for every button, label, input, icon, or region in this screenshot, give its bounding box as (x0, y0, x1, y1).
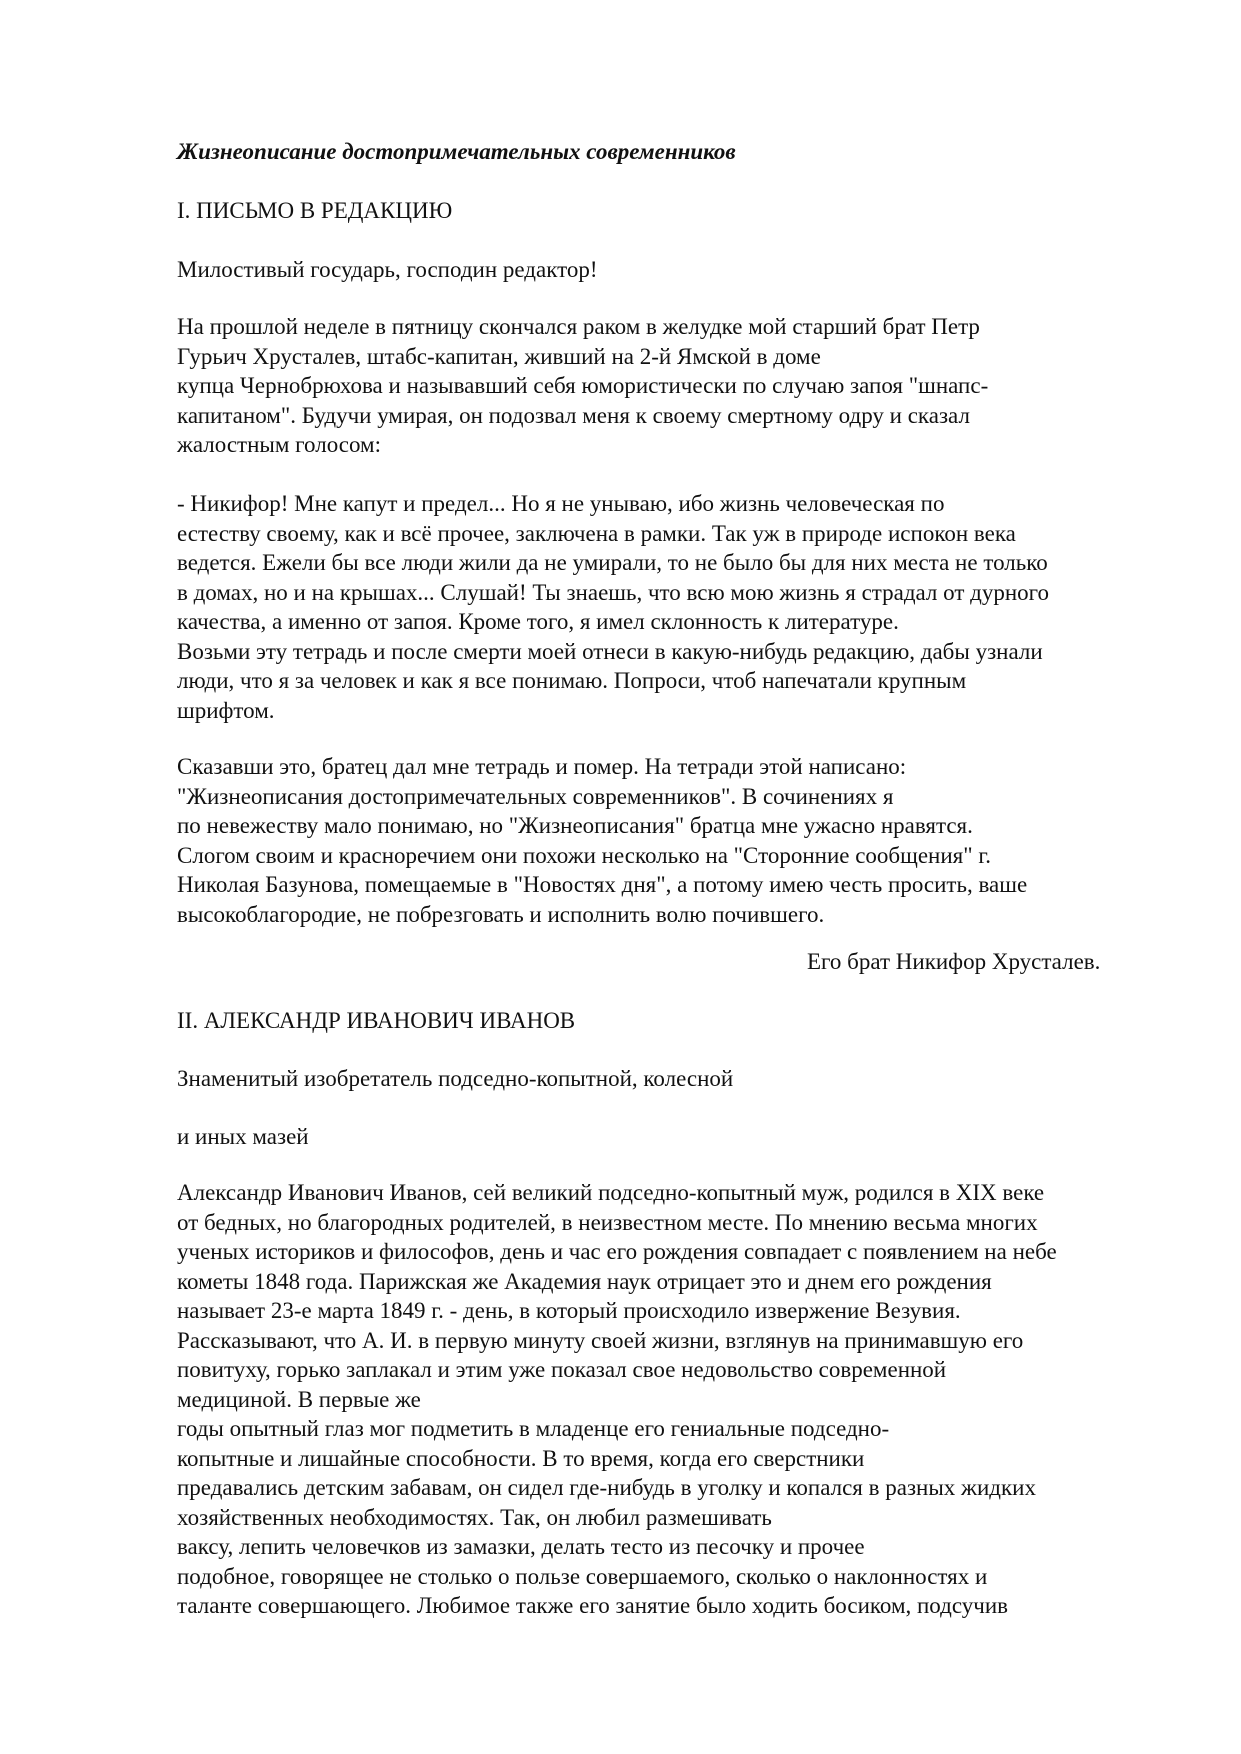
text-line: годы опытный глаз мог подметить в младенце его гениальные подседно- (177, 1416, 890, 1441)
text-line: высокоблагородие, не побрезговать и исполнить волю почившего. (177, 901, 825, 927)
text-line: ученых историков и философов, день и час его рождения совпадает с появлением на небе (177, 1239, 1057, 1264)
text-line: Возьми эту тетрадь и после смерти моей отнеси в какую-нибудь редакцию, дабы узнали (177, 638, 1043, 664)
text-line: шрифтом. (177, 697, 275, 723)
text-line: Гурьич Хрусталев, штабс-капитан, живший на 2-й Ямской в доме (177, 343, 821, 369)
section2-heading: II. АЛЕКСАНДР ИВАНОВИЧ ИВАНОВ (177, 1008, 576, 1033)
text-line: На прошлой неделе в пятницу скончался раком в желудке мой старший брат Петр (177, 314, 980, 339)
text-line: ведется. Ежели бы все люди жили да не умирали, то не было бы для них места не только (177, 550, 1048, 575)
text-line: подобное, говорящее не столько о пользе совершаемого, сколько о наклонностях и (177, 1563, 988, 1589)
text-line: люди, что я за человек и как я все понимаю. Попроси, чтоб напечатали крупным (177, 668, 967, 693)
section1-heading: I. ПИСЬМО В РЕДАКЦИЮ (177, 198, 453, 223)
section1-paragraph-3 (177, 752, 1027, 929)
section2-subtitle-1: Знаменитый изобретатель подседно-копытной, колесной (177, 1066, 734, 1091)
text-line: естеству своему, как и всё прочее, заключена в рамки. Так уж в природе испокон века (177, 520, 1016, 546)
text-line: от бедных, но благородных родителей, в неизвестном месте. По мнению весьма многих (177, 1209, 1038, 1235)
text-line: Николая Базунова, помещаемые в "Новостях дня", а потому имею честь просить, ваше (177, 872, 1028, 897)
signature: Его брат Никифор Хрусталев. (807, 949, 1101, 974)
text-line: купца Чернобрюхова и называвший себя юмористически по случаю запоя "шнапс- (177, 373, 989, 398)
text-line: жалостным голосом: (177, 432, 382, 457)
section1-paragraph-2 (177, 489, 1049, 725)
text-line: - Никифор! Мне капут и предел... Но я не унываю, ибо жизнь человеческая по (177, 491, 945, 516)
text-line: Слогом своим и красноречием они похожи несколько на "Сторонние сообщения" г. (177, 842, 991, 868)
text-line: в домах, но и на крышах... Слушай! Ты знаешь, что всю мою жизнь я страдал от дурного (177, 579, 1050, 605)
text-line: "Жизнеописания достопримечательных современников". В сочинениях я (177, 783, 894, 809)
text-line: таланте совершающего. Любимое также его занятие было ходить босиком, подсучив (177, 1593, 1008, 1618)
text-line: Рассказывают, что А. И. в первую минуту своей жизни, взглянув на принимавшую его (177, 1327, 1024, 1353)
text-line: кометы 1848 года. Парижская же Академия наук отрицает это и днем его рождения (177, 1268, 992, 1294)
section2-subtitle-2: и иных мазей (177, 1124, 309, 1149)
text-line: называет 23-е марта 1849 г. - день, в который происходило извержение Везувия. (177, 1298, 961, 1323)
text-line: Сказавши это, братец дал мне тетрадь и помер. На тетради этой написано: (177, 754, 907, 779)
text-line: хозяйственных необходимостях. Так, он любил размешивать (177, 1504, 772, 1530)
text-line: повитуху, горько заплакал и этим уже показал свое недовольство современной (177, 1357, 947, 1382)
text-line: Александр Иванович Иванов, сей великий подседно-копытный муж, родился в XIX веке (177, 1180, 1045, 1205)
text-line: медициной. В первые же (177, 1386, 421, 1412)
text-line: качества, а именно от запоя. Кроме того, я имел склонность к литературе. (177, 609, 899, 634)
text-line: предавались детским забавам, он сидел где-нибудь в уголку и копался в разных жидких (177, 1475, 1036, 1500)
section2-paragraph-1 (177, 1178, 1057, 1621)
text-line: по невежеству мало понимаю, но "Жизнеописания" братца мне ужасно нравятся. (177, 813, 973, 838)
document-title: Жизнеописание достопримечательных современников (177, 139, 736, 164)
text-line: копытные и лишайные способности. В то время, когда его сверстники (177, 1445, 865, 1471)
salutation: Милостивый государь, господин редактор! (177, 257, 598, 282)
text-line: ваксу, лепить человечков из замазки, делать тесто из песочку и прочее (177, 1534, 865, 1559)
section1-paragraph-1 (177, 312, 988, 460)
text-line: капитаном". Будучи умирая, он подозвал меня к своему смертному одру и сказал (177, 402, 970, 428)
